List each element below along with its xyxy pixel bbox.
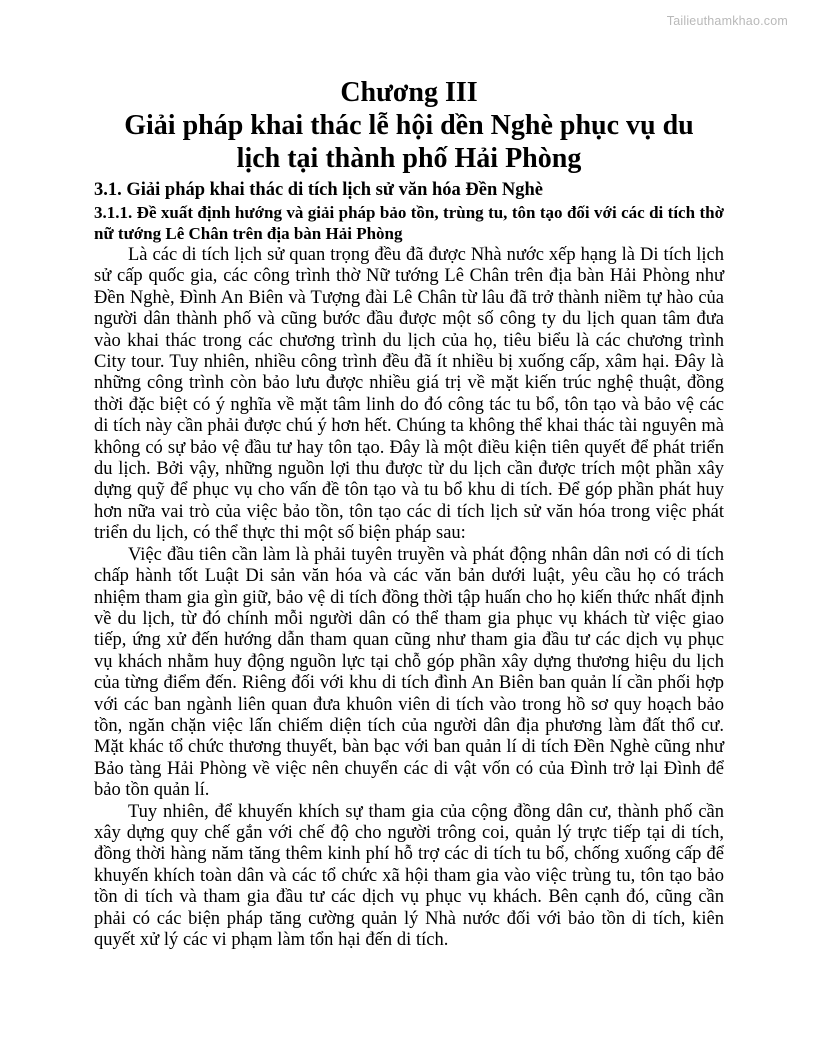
section-heading-3-1: 3.1. Giải pháp khai thác di tích lịch sử văn hóa Đền Nghè (94, 180, 544, 200)
page-title (94, 76, 724, 175)
watermark-text: Tailieuthamkhao.com (666, 14, 788, 28)
section-heading-3-1-1: 3.1.1. Đề xuất định hướng và giải pháp bảo tồn, trùng tu, tôn tạo đối với các di tích thờ nữ tướng Lê Chân trên địa bàn Hải Phòng (94, 203, 724, 243)
body-paragraph: Tuy nhiên, để khuyến khích sự tham gia của cộng đồng dân cư, thành phố cần xây dựng quy chế gắn với chế độ cho người trông coi, quản lý trực tiếp tại di tích, đồng thời hàng năm tăng thêm kinh phí hỗ trợ các di tích tu bổ, chống xuống cấp để khuyến khích toàn dân và các tổ chức xã hội tham gia vào việc trùng tu, tôn tạo bảo tồn di tích và tham gia đầu tư các dịch vụ phục vụ khách. Bên cạnh đó, cũng cần phải có các biện pháp tăng cường quản lý Nhà nước đối với bảo tồn di tích, kiên quyết xử lý các vi phạm làm tổn hại đến di tích. (94, 801, 724, 950)
document-content (94, 76, 724, 951)
body-paragraph: Việc đầu tiên cần làm là phải tuyên truyền và phát động nhân dân nơi có di tích chấp hành tốt Luật Di sản văn hóa và các văn bản dưới luật, yêu cầu họ có trách nhiệm tham gia gìn giữ, bảo vệ di tích đồng thời tập huấn cho họ kiến thức nhất định về du lịch, từ đó chính mỗi người dân có thể tham gia phục vụ khách từ việc giao tiếp, ứng xử đến hướng dẫn tham quan cũng như tham gia đầu tư các dịch vụ phục vụ khách nhằm huy động nguồn lực tại chỗ góp phần xây dựng thương hiệu du lịch của từng điểm đến. Riêng đối với khu di tích đình An Biên ban quản lí cần phối hợp với các ban ngành liên quan đưa khuôn viên di tích vào trong hồ sơ quy hoạch bảo tồn, ngăn chặn việc lấn chiếm diện tích của người dân địa phương làm đất thổ cư. Mặt khác tổ chức thương thuyết, bàn bạc với ban quản lí di tích Đền Nghè cũng như Bảo tàng Hải Phòng về việc nên chuyển các di vật vốn có của Đình trở lại Đình để bảo tồn quản lí. (94, 544, 724, 801)
body-paragraph: Là các di tích lịch sử quan trọng đều đã được Nhà nước xếp hạng là Di tích lịch sử cấp quốc gia, các công trình thờ Nữ tướng Lê Chân trên địa bàn Hải Phòng như Đền Nghè, Đình An Biên và Tượng đài Lê Chân từ lâu đã trở thành niềm tự hào của người dân thành phố và cũng bước đầu được một số công ty du lịch quan tâm đưa vào khai thác trong các chương trình du lịch của họ, tiêu biểu là các chương trình City tour. Tuy nhiên, nhiều công trình đều đã ít nhiều bị xuống cấp, xâm hại. Đây là những công trình còn bảo lưu được nhiều giá trị về mặt kiến trúc nghệ thuật, đồng thời đặc biệt có ý nghĩa về mặt tâm linh do đó công tác tu bổ, tôn tạo và bảo vệ các di tích này cần phải được chú ý hơn hết. Chúng ta không thể khai thác tài nguyên mà không có sự bảo vệ đầu tư hay tôn tạo. Đây là một điều kiện tiên quyết để phát triển du lịch. Bởi vậy, những nguồn lợi thu được từ du lịch cần được trích một phần xây dựng quỹ để phục vụ cho vấn đề tôn tạo và tu bổ khu di tích. Để góp phần phát huy hơn nữa vai trò của việc bảo tồn, tôn tạo các di tích lịch sử văn hóa trong việc phát triển du lịch, có thể thực thi một số biện pháp sau: (94, 245, 724, 544)
chapter-title: Giải pháp khai thác lễ hội dền Nghè phục vụ du lịch tại thành phố Hải Phòng (124, 110, 694, 174)
chapter-label: Chương III (340, 77, 478, 108)
